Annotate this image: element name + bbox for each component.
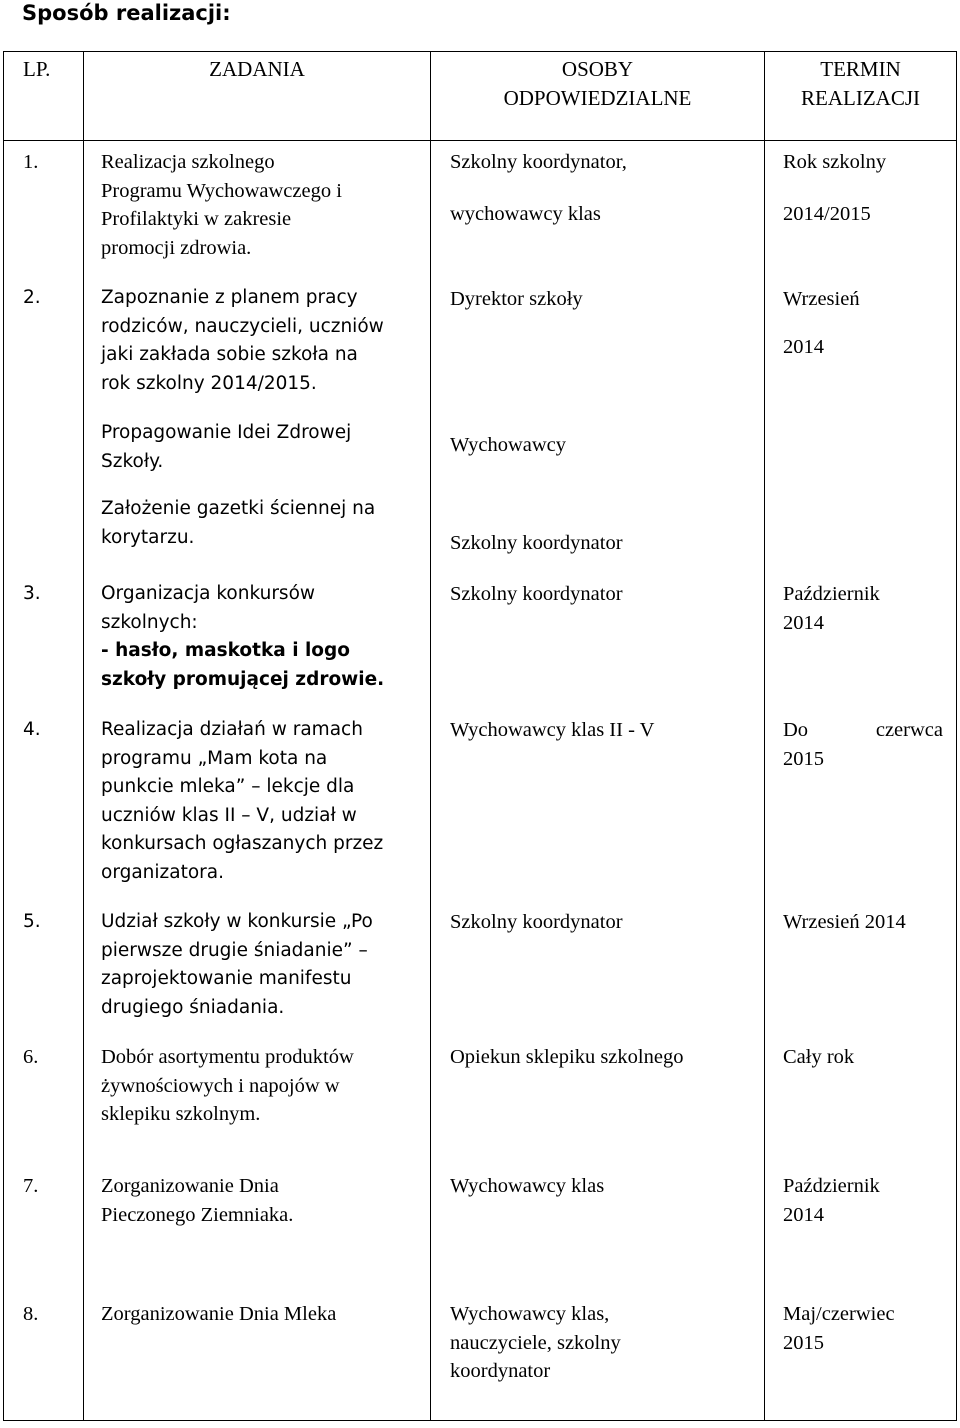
row-number: 5. — [23, 911, 41, 932]
subtask-persons-cell: Szkolny koordynator — [450, 532, 623, 554]
persons-cell: Szkolny koordynator, wychowawcy klas — [450, 151, 627, 225]
column-divider-persons — [764, 51, 765, 1421]
task-cell: Zapoznanie z planem pracy rodziców, nauczycieli, uczniów jaki zakłada sobie szkoła na rok szkolny 2014/2015. — [101, 287, 384, 394]
row-number: 2. — [23, 287, 41, 308]
persons-cell: Dyrektor szkoły — [450, 288, 583, 310]
table-top-border — [3, 51, 957, 52]
header-tasks: ZADANIA — [209, 57, 305, 81]
row-number: 6. — [23, 1046, 39, 1068]
header-persons: OSOBY ODPOWIEDZIALNE — [503, 57, 692, 110]
table-left-border — [3, 51, 4, 1421]
row-number: 7. — [23, 1175, 39, 1197]
task-cell: Dobór asortymentu produktów żywnościowych i napojów w sklepiku szkolnym. — [101, 1046, 354, 1125]
task-cell: Realizacja działań w ramach programu „Mam kota na punkcie mleka” – lekcje dla uczniów klas II – V, udział w konkursach ogłaszanych przez organizatora. — [101, 719, 384, 883]
deadline-cell: Rok szkolny 2014/2015 — [783, 151, 887, 225]
persons-cell: Szkolny koordynator — [450, 911, 623, 933]
subtask-cell: Propagowanie Idei Zdrowej Szkoły. — [101, 422, 352, 472]
header-bottom-border — [3, 140, 957, 141]
column-divider-tasks — [430, 51, 431, 1421]
deadline-cell: Maj/czerwiec 2015 — [783, 1303, 895, 1354]
task-cell: Realizacja szkolnego Programu Wychowawczego i Profilaktyki w zakresie promocji zdrowia. — [101, 151, 342, 259]
table-right-border — [956, 51, 957, 1421]
row-number: 4. — [23, 719, 41, 740]
task-cell: Zorganizowanie Dnia Mleka — [101, 1303, 337, 1325]
deadline-cell: Wrzesień 2014 — [783, 288, 860, 358]
header-deadline: TERMIN REALIZACJI — [801, 57, 920, 110]
row-number: 3. — [23, 583, 41, 604]
deadline-cell: Cały rok — [783, 1046, 855, 1068]
task-cell: Zorganizowanie Dnia Pieczonego Ziemniaka. — [101, 1175, 294, 1226]
row-number: 8. — [23, 1303, 39, 1325]
deadline-cell: Wrzesień 2014 — [783, 911, 906, 933]
task-cell: Organizacja konkursów szkolnych: - hasło, maskotka i logo szkoły promującej zdrowie. — [101, 583, 385, 690]
persons-cell: Wychowawcy klas, nauczyciele, szkolny koordynator — [450, 1303, 621, 1382]
subtask-cell: Założenie gazetki ściennej na korytarzu. — [101, 498, 376, 548]
header-lp: LP. — [23, 57, 51, 81]
table-bottom-border — [3, 1420, 957, 1421]
deadline-cell: Październik 2014 — [783, 583, 880, 634]
deadline-cell: Do czerwca 2015 — [783, 719, 943, 770]
column-divider-lp — [83, 51, 84, 1421]
task-cell: Udział szkoły w konkursie „Po pierwsze drugie śniadanie” – zaprojektowanie manifestu drugiego śniadania. — [101, 911, 373, 1018]
persons-cell: Opiekun sklepiku szkolnego — [450, 1046, 684, 1068]
row-number: 1. — [23, 151, 39, 173]
persons-cell: Szkolny koordynator — [450, 583, 623, 605]
subtask-persons-cell: Wychowawcy — [450, 434, 567, 456]
deadline-cell: Październik 2014 — [783, 1175, 880, 1226]
section-heading: Sposób realizacji: — [22, 1, 231, 25]
persons-cell: Wychowawcy klas II - V — [450, 719, 655, 741]
persons-cell: Wychowawcy klas — [450, 1175, 605, 1197]
